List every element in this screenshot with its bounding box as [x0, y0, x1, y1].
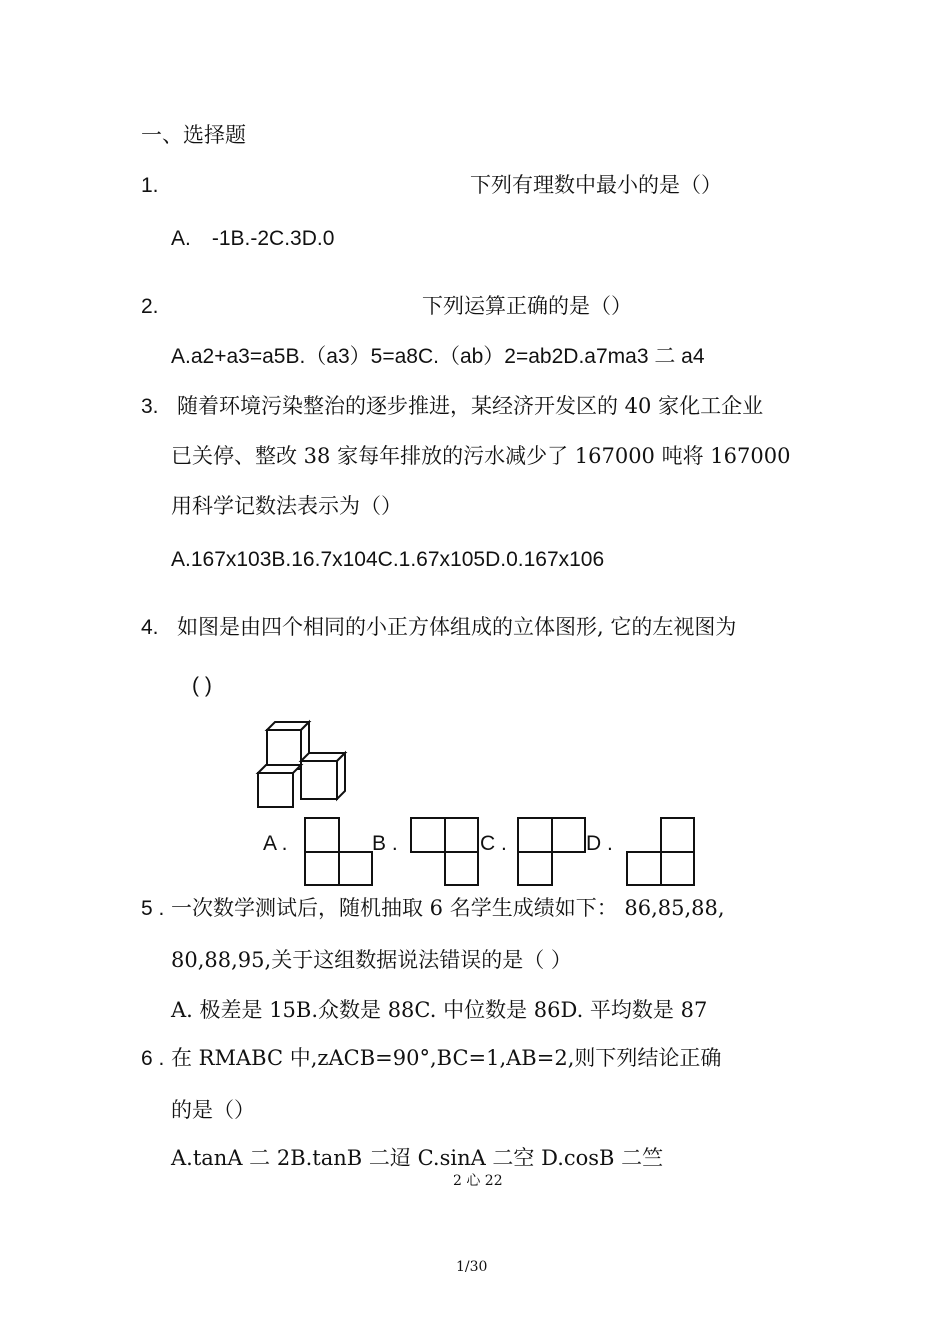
q4-stem: 如图是由四个相同的小正方体组成的立体图形, 它的左视图为 [177, 615, 737, 639]
q1-number: 1. [141, 174, 159, 197]
q6-line2: 的是（） [171, 1098, 255, 1122]
q4-label-b: B . [372, 832, 398, 855]
q4-number: 4. [141, 616, 159, 639]
q2-number: 2. [141, 295, 159, 318]
q5-line2: 80,88,95,关于这组数据说法错误的是（ ） [171, 948, 572, 972]
q1-options: A. -1B.-2C.3D.0 [171, 227, 335, 250]
q4-label-a: A . [263, 832, 288, 855]
q5-number: 5 . [141, 897, 165, 920]
q4-paren: ( ) [192, 674, 212, 697]
q4-label-d: D . [586, 832, 613, 855]
q2-options: A.a2+a3=a5B.（a3）5=a8C.（ab）2=ab2D.a7ma3 二 a4 [171, 345, 705, 368]
q3-options: A.167x103B.16.7x104C.1.67x105D.0.167x106 [171, 548, 605, 571]
q5-line1: 一次数学测试后，随机抽取 6 名学生成绩如下： 86,85,88, [171, 896, 725, 920]
q6-options: A.tanA 二 2B.tanB 二迢 C.sinA 二空 D.cosB 二竺 [171, 1146, 664, 1170]
option-b-view [409, 816, 481, 888]
q4-label-c: C . [480, 832, 507, 855]
q6-number: 6 . [141, 1047, 165, 1070]
q3-number: 3. [141, 395, 159, 418]
cube-figure [250, 715, 355, 810]
q3-line3: 用科学记数法表示为（） [171, 494, 402, 518]
option-d-view [625, 816, 697, 888]
q1-stem: 下列有理数中最小的是（） [470, 173, 722, 197]
q2-stem: 下列运算正确的是（） [422, 294, 632, 318]
page-number: 1/30 [456, 1259, 488, 1275]
q6-line1: 在 RMABC 中,zACB=90°,BC=1,AB=2,则下列结论正确 [171, 1046, 722, 1070]
q3-line2: 已关停、整改 38 家每年排放的污水减少了 167000 吨将 167000 [171, 444, 791, 468]
q3-line1: 随着环境污染整治的逐步推进，某经济开发区的 40 家化工企业 [177, 394, 764, 418]
q5-options: A. 极差是 15B.众数是 88C. 中位数是 86D. 平均数是 87 [171, 998, 708, 1022]
q6-subscript-line: 2 心 22 [453, 1173, 503, 1189]
option-a-view [303, 816, 375, 888]
option-c-view [516, 816, 588, 888]
section-title: 一、选择题 [141, 123, 246, 147]
